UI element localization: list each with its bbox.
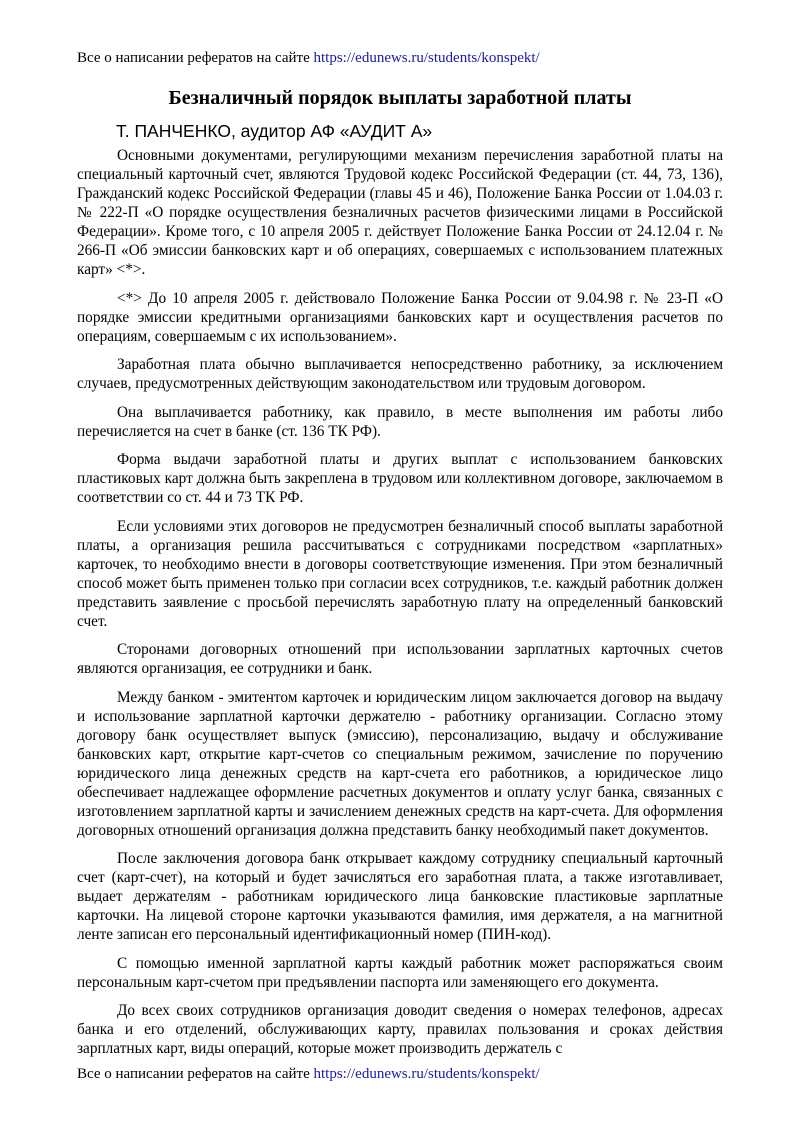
paragraph: Заработная плата обычно выплачивается непосредственно работнику, за исключением случаев, предусмотренных действующим законодательством или трудовым договором. [77,356,723,392]
author-line: Т. ПАНЧЕНКО, аудитор АФ «АУДИТ А» [116,121,433,141]
footer-text: Все о написании рефератов на сайте [77,1066,314,1082]
paragraph: После заключения договора банк открывает каждому сотруднику специальный карточный счет (карт-счет), на который и будет зачисляться его заработная плата, а также изготавливает, выдает держателям - работникам юридического лица банковские пластиковые зарплатные карточки. На лицевой стороне карточки указываются фамилия, имя держателя, а на магнитной ленте записан его персональный идентификационный номер (ПИН-код). [77,850,723,943]
footnote-paragraph: <*> До 10 апреля 2005 г. действовало Положение Банка России от 9.04.98 г. № 23-П «О порядке эмиссии кредитными организациями банковских карт и осуществления расчетов по операциям, совершаемым с их использованием». [77,289,723,345]
paragraph: С помощью именной зарплатной карты каждый работник может распоряжаться своим персональным карт-счетом при предъявлении паспорта или заменяющего его документа. [77,954,723,991]
header-line [77,49,540,67]
document-title: Безналичный порядок выплаты заработной платы [168,87,632,109]
header-link[interactable]: https://edunews.ru/students/konspekt/ [313,50,540,66]
paragraph: Она выплачивается работнику, как правило, в месте выполнения им работы либо перечисляется на счет в банке (ст. 136 ТК РФ). [77,403,723,440]
paragraph: До всех своих сотрудников организация доводит сведения о номерах телефонов, адресах банка и его отделений, обслуживающих карту, правилах пользования и сроках действия зарплатных карт, виды операций, которые может производить держатель с [77,1002,723,1057]
paragraph: Сторонами договорных отношений при использовании зарплатных карточных счетов являются организация, ее сотрудники и банк. [77,641,723,677]
footer-line [77,1065,540,1083]
paragraph: Форма выдачи заработной платы и других выплат с использованием банковских пластиковых карт должна быть закреплена в трудовом или коллективном договоре, заключаемом в соответствии со ст. 44 и 73 ТК РФ. [77,451,723,506]
paragraph: Если условиями этих договоров не предусмотрен безналичный способ выплаты заработной платы, а организация решила рассчитываться с сотрудниками посредством «зарплатных» карточек, то необходимо внести в договоры соответствующие изменения. При этом безналичный способ может быть применен только при согласии всех сотрудников, т.е. каждый работник должен представить заявление с просьбой перечислять заработную плату на определенный банковский счет. [77,517,723,630]
header-text: Все о написании рефератов на сайте [77,50,314,66]
paragraph: Основными документами, регулирующими механизм перечисления заработной платы на специальный карточный счет, являются Трудовой кодекс Российской Федерации (ст. 44, 73, 136), Гражданский кодекс Российской Федерации (главы 45 и 46), Положение Банка России от 1.04.03 г. № 222-П «О порядке осуществления безналичных расчетов физическими лицами в Российской Федерации». Кроме того, с 10 апреля 2005 г. действует Положение Банка России от 24.12.04 г. № 266-П «Об эмиссии банковских карт и об операциях, совершаемых с использованием платежных карт» <*>. [77,147,723,278]
document-body [77,146,723,1068]
paragraph: Между банком - эмитентом карточек и юридическим лицом заключается договор на выдачу и использование зарплатной карточки держателю - работнику организации. Согласно этому договору банк осуществляет выпуск (эмиссию), персонализацию, выдачу и обслуживание банковских карт, открытие карт-счетов со специальным режимом, зачисление по поручению юридического лица денежных средств на карт-счета его работников, а юридическое лицо обеспечивает надлежащее оформление расчетных документов и оплату услуг банка, связанных с изготовлением зарплатной карты и зачислением денежных средств на карт-счета. Для оформления договорных отношений организация должна представить банку необходимый пакет документов. [77,688,723,839]
footer-link[interactable]: https://edunews.ru/students/konspekt/ [313,1066,540,1082]
